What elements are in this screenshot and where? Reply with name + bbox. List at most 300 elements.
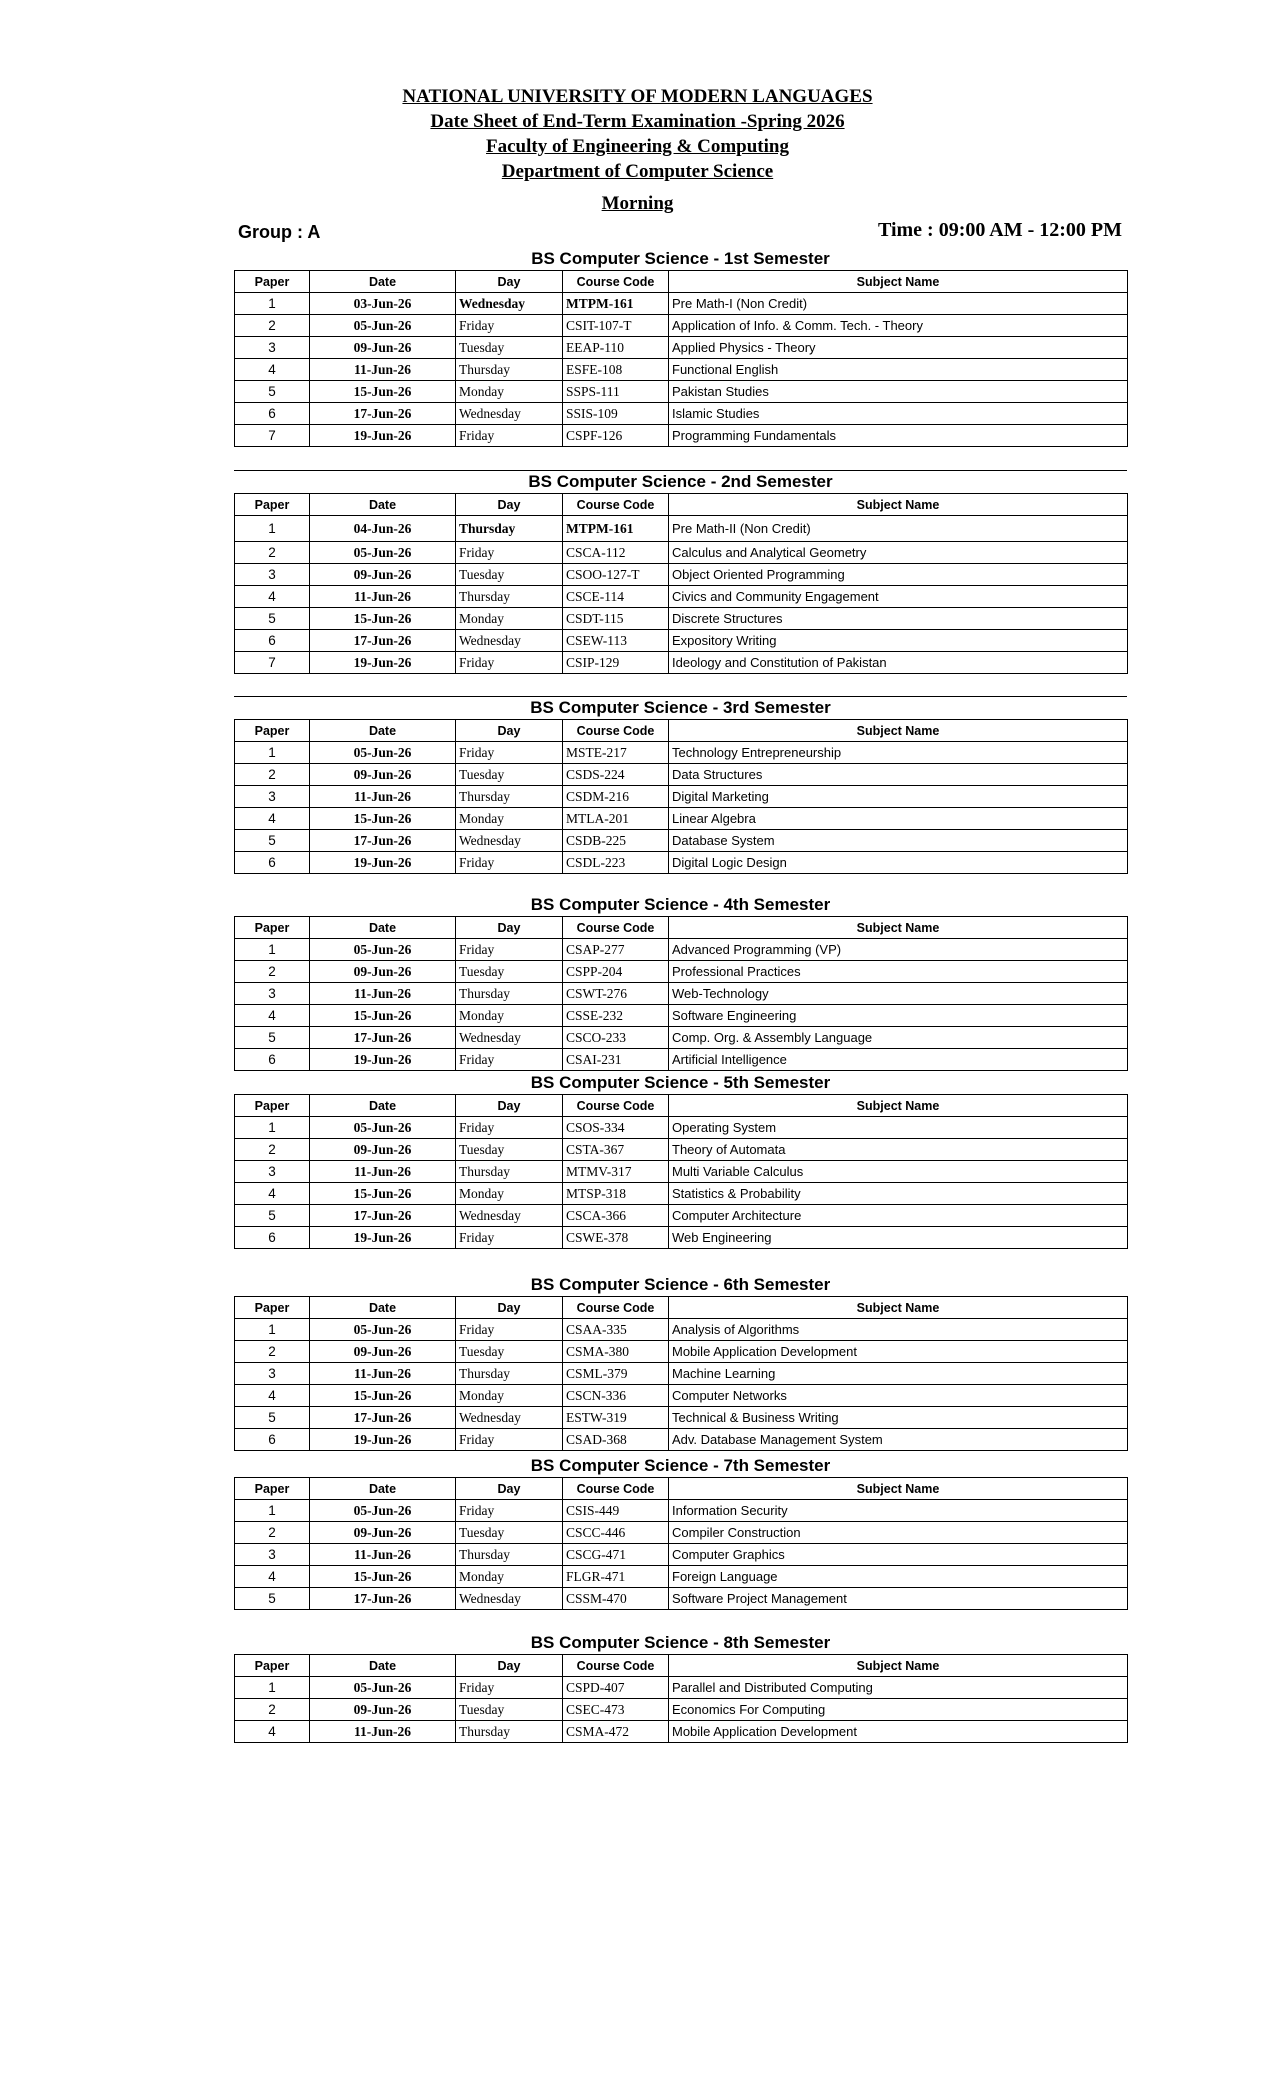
column-header-date: Date bbox=[310, 271, 456, 293]
cell-day: Thursday bbox=[456, 983, 563, 1005]
cell-paper: 2 bbox=[235, 542, 310, 564]
table-row bbox=[235, 764, 1128, 786]
cell-day: Tuesday bbox=[456, 1341, 563, 1363]
cell-code: MTMV-317 bbox=[563, 1161, 669, 1183]
cell-paper: 6 bbox=[235, 1429, 310, 1451]
column-header-date: Date bbox=[310, 1297, 456, 1319]
cell-subject: Data Structures bbox=[669, 764, 1128, 786]
semester-title: BS Computer Science - 1st Semester bbox=[531, 249, 830, 268]
cell-paper: 2 bbox=[235, 1699, 310, 1721]
table-row bbox=[235, 786, 1128, 808]
table-row bbox=[235, 961, 1128, 983]
cell-subject: Analysis of Algorithms bbox=[669, 1319, 1128, 1341]
cell-code: CSCC-446 bbox=[563, 1522, 669, 1544]
table-row bbox=[235, 1205, 1128, 1227]
cell-subject: Ideology and Constitution of Pakistan bbox=[669, 652, 1128, 674]
cell-paper: 3 bbox=[235, 1363, 310, 1385]
column-header-day: Day bbox=[456, 1655, 563, 1677]
column-header-paper: Paper bbox=[235, 1095, 310, 1117]
cell-day: Friday bbox=[456, 1227, 563, 1249]
cell-code: CSPF-126 bbox=[563, 425, 669, 447]
table-row bbox=[235, 586, 1128, 608]
table-row bbox=[235, 1117, 1128, 1139]
cell-date: 05-Jun-26 bbox=[310, 1319, 456, 1341]
semester-title: BS Computer Science - 8th Semester bbox=[530, 1633, 831, 1652]
table-row bbox=[235, 1027, 1128, 1049]
semester-section bbox=[234, 1274, 1127, 1451]
cell-subject: Operating System bbox=[669, 1117, 1128, 1139]
cell-date: 15-Jun-26 bbox=[310, 808, 456, 830]
cell-paper: 5 bbox=[235, 381, 310, 403]
university-name: NATIONAL UNIVERSITY OF MODERN LANGUAGES bbox=[402, 86, 873, 107]
cell-paper: 4 bbox=[235, 359, 310, 381]
semester-section bbox=[234, 248, 1127, 447]
table-row bbox=[235, 1385, 1128, 1407]
table-row bbox=[235, 1588, 1128, 1610]
cell-code: ESTW-319 bbox=[563, 1407, 669, 1429]
cell-date: 15-Jun-26 bbox=[310, 1005, 456, 1027]
cell-paper: 2 bbox=[235, 315, 310, 337]
cell-day: Monday bbox=[456, 1385, 563, 1407]
sheet-title: Date Sheet of End-Term Examination -Spring 2026 bbox=[430, 111, 845, 132]
column-header-subject-name: Subject Name bbox=[669, 1297, 1128, 1319]
cell-subject: Database System bbox=[669, 830, 1128, 852]
column-header-course-code: Course Code bbox=[563, 1655, 669, 1677]
cell-paper: 1 bbox=[235, 1500, 310, 1522]
cell-code: CSDL-223 bbox=[563, 852, 669, 874]
table-header-row bbox=[235, 494, 1128, 516]
cell-subject: Object Oriented Programming bbox=[669, 564, 1128, 586]
table-row bbox=[235, 381, 1128, 403]
column-header-day: Day bbox=[456, 271, 563, 293]
cell-code: MTLA-201 bbox=[563, 808, 669, 830]
cell-paper: 3 bbox=[235, 1161, 310, 1183]
cell-date: 19-Jun-26 bbox=[310, 852, 456, 874]
table-row bbox=[235, 542, 1128, 564]
column-header-subject-name: Subject Name bbox=[669, 494, 1128, 516]
cell-day: Tuesday bbox=[456, 764, 563, 786]
cell-date: 09-Jun-26 bbox=[310, 1341, 456, 1363]
cell-day: Thursday bbox=[456, 586, 563, 608]
table-row bbox=[235, 652, 1128, 674]
cell-paper: 6 bbox=[235, 1227, 310, 1249]
semester-section bbox=[234, 1632, 1127, 1743]
cell-code: CSCO-233 bbox=[563, 1027, 669, 1049]
cell-subject: Computer Architecture bbox=[669, 1205, 1128, 1227]
column-header-date: Date bbox=[310, 917, 456, 939]
exam-schedule-table bbox=[234, 1654, 1128, 1743]
exam-schedule-table bbox=[234, 916, 1128, 1071]
cell-date: 17-Jun-26 bbox=[310, 1027, 456, 1049]
cell-day: Friday bbox=[456, 1429, 563, 1451]
cell-date: 11-Jun-26 bbox=[310, 586, 456, 608]
semester-title: BS Computer Science - 5th Semester bbox=[530, 1073, 831, 1092]
table-row bbox=[235, 1049, 1128, 1071]
column-header-course-code: Course Code bbox=[563, 720, 669, 742]
cell-code: CSAI-231 bbox=[563, 1049, 669, 1071]
table-row bbox=[235, 1363, 1128, 1385]
cell-date: 04-Jun-26 bbox=[310, 516, 456, 542]
cell-day: Tuesday bbox=[456, 564, 563, 586]
table-row bbox=[235, 1699, 1128, 1721]
cell-subject: Statistics & Probability bbox=[669, 1183, 1128, 1205]
cell-paper: 1 bbox=[235, 1677, 310, 1699]
cell-subject: Mobile Application Development bbox=[669, 1341, 1128, 1363]
semester-title: BS Computer Science - 2nd Semester bbox=[234, 470, 1127, 493]
cell-paper: 6 bbox=[235, 403, 310, 425]
cell-day: Wednesday bbox=[456, 1205, 563, 1227]
cell-paper: 3 bbox=[235, 786, 310, 808]
table-row bbox=[235, 1566, 1128, 1588]
cell-code: SSIS-109 bbox=[563, 403, 669, 425]
cell-day: Tuesday bbox=[456, 337, 563, 359]
cell-paper: 4 bbox=[235, 808, 310, 830]
cell-paper: 1 bbox=[235, 516, 310, 542]
cell-day: Thursday bbox=[456, 1721, 563, 1743]
column-header-subject-name: Subject Name bbox=[669, 917, 1128, 939]
cell-paper: 7 bbox=[235, 425, 310, 447]
cell-subject: Technology Entrepreneurship bbox=[669, 742, 1128, 764]
cell-date: 09-Jun-26 bbox=[310, 337, 456, 359]
cell-code: CSEC-473 bbox=[563, 1699, 669, 1721]
cell-paper: 3 bbox=[235, 1544, 310, 1566]
cell-paper: 1 bbox=[235, 293, 310, 315]
table-header-row bbox=[235, 917, 1128, 939]
cell-paper: 5 bbox=[235, 830, 310, 852]
cell-day: Friday bbox=[456, 742, 563, 764]
column-header-course-code: Course Code bbox=[563, 917, 669, 939]
table-header-row bbox=[235, 1297, 1128, 1319]
cell-subject: Economics For Computing bbox=[669, 1699, 1128, 1721]
faculty-name: Faculty of Engineering & Computing bbox=[486, 136, 789, 157]
column-header-paper: Paper bbox=[235, 1297, 310, 1319]
cell-code: CSOO-127-T bbox=[563, 564, 669, 586]
cell-subject: Pre Math-II (Non Credit) bbox=[669, 516, 1128, 542]
cell-subject: Professional Practices bbox=[669, 961, 1128, 983]
cell-date: 11-Jun-26 bbox=[310, 1363, 456, 1385]
cell-paper: 2 bbox=[235, 961, 310, 983]
exam-schedule-table bbox=[234, 1094, 1128, 1249]
cell-day: Friday bbox=[456, 1677, 563, 1699]
column-header-course-code: Course Code bbox=[563, 1095, 669, 1117]
cell-date: 09-Jun-26 bbox=[310, 1522, 456, 1544]
cell-subject: Foreign Language bbox=[669, 1566, 1128, 1588]
cell-date: 09-Jun-26 bbox=[310, 1699, 456, 1721]
cell-day: Wednesday bbox=[456, 1588, 563, 1610]
semester-section bbox=[234, 696, 1127, 874]
cell-code: CSML-379 bbox=[563, 1363, 669, 1385]
column-header-subject-name: Subject Name bbox=[669, 1478, 1128, 1500]
cell-day: Monday bbox=[456, 808, 563, 830]
cell-subject: Computer Graphics bbox=[669, 1544, 1128, 1566]
cell-subject: Advanced Programming (VP) bbox=[669, 939, 1128, 961]
cell-date: 11-Jun-26 bbox=[310, 1721, 456, 1743]
cell-date: 19-Jun-26 bbox=[310, 1429, 456, 1451]
cell-paper: 4 bbox=[235, 1566, 310, 1588]
table-row bbox=[235, 852, 1128, 874]
cell-day: Friday bbox=[456, 1049, 563, 1071]
department-name: Department of Computer Science bbox=[501, 161, 774, 182]
table-row bbox=[235, 1429, 1128, 1451]
column-header-day: Day bbox=[456, 917, 563, 939]
cell-date: 17-Jun-26 bbox=[310, 1588, 456, 1610]
cell-subject: Discrete Structures bbox=[669, 608, 1128, 630]
cell-date: 09-Jun-26 bbox=[310, 961, 456, 983]
cell-code: CSIS-449 bbox=[563, 1500, 669, 1522]
cell-date: 05-Jun-26 bbox=[310, 1500, 456, 1522]
column-header-paper: Paper bbox=[235, 494, 310, 516]
cell-subject: Application of Info. & Comm. Tech. - Theory bbox=[669, 315, 1128, 337]
cell-subject: Multi Variable Calculus bbox=[669, 1161, 1128, 1183]
cell-day: Thursday bbox=[456, 1544, 563, 1566]
cell-day: Friday bbox=[456, 315, 563, 337]
table-row bbox=[235, 315, 1128, 337]
cell-code: CSCN-336 bbox=[563, 1385, 669, 1407]
table-row bbox=[235, 608, 1128, 630]
group-label: Group : A bbox=[238, 222, 321, 242]
semester-section bbox=[234, 894, 1127, 1071]
cell-paper: 4 bbox=[235, 1721, 310, 1743]
cell-date: 19-Jun-26 bbox=[310, 1227, 456, 1249]
cell-code: CSMA-380 bbox=[563, 1341, 669, 1363]
cell-date: 15-Jun-26 bbox=[310, 1183, 456, 1205]
column-header-paper: Paper bbox=[235, 917, 310, 939]
cell-code: CSCA-112 bbox=[563, 542, 669, 564]
cell-paper: 4 bbox=[235, 586, 310, 608]
cell-day: Monday bbox=[456, 381, 563, 403]
cell-day: Thursday bbox=[456, 1363, 563, 1385]
semester-title: BS Computer Science - 7th Semester bbox=[530, 1456, 831, 1475]
cell-subject: Software Project Management bbox=[669, 1588, 1128, 1610]
cell-subject: Software Engineering bbox=[669, 1005, 1128, 1027]
column-header-paper: Paper bbox=[235, 1478, 310, 1500]
cell-date: 17-Jun-26 bbox=[310, 403, 456, 425]
cell-date: 15-Jun-26 bbox=[310, 608, 456, 630]
table-row bbox=[235, 939, 1128, 961]
cell-code: MTSP-318 bbox=[563, 1183, 669, 1205]
cell-date: 11-Jun-26 bbox=[310, 359, 456, 381]
cell-subject: Web-Technology bbox=[669, 983, 1128, 1005]
table-header-row bbox=[235, 271, 1128, 293]
cell-subject: Compiler Construction bbox=[669, 1522, 1128, 1544]
cell-code: CSAD-368 bbox=[563, 1429, 669, 1451]
cell-day: Friday bbox=[456, 1117, 563, 1139]
cell-date: 11-Jun-26 bbox=[310, 1161, 456, 1183]
cell-code: CSAA-335 bbox=[563, 1319, 669, 1341]
cell-code: CSPP-204 bbox=[563, 961, 669, 983]
cell-subject: Adv. Database Management System bbox=[669, 1429, 1128, 1451]
cell-day: Tuesday bbox=[456, 1139, 563, 1161]
cell-date: 17-Jun-26 bbox=[310, 630, 456, 652]
column-header-course-code: Course Code bbox=[563, 271, 669, 293]
column-header-subject-name: Subject Name bbox=[669, 1655, 1128, 1677]
cell-date: 11-Jun-26 bbox=[310, 786, 456, 808]
table-row bbox=[235, 1341, 1128, 1363]
cell-subject: Machine Learning bbox=[669, 1363, 1128, 1385]
cell-date: 15-Jun-26 bbox=[310, 1566, 456, 1588]
cell-subject: Linear Algebra bbox=[669, 808, 1128, 830]
cell-paper: 6 bbox=[235, 852, 310, 874]
exam-schedule-table bbox=[234, 1477, 1128, 1610]
cell-date: 15-Jun-26 bbox=[310, 381, 456, 403]
cell-paper: 5 bbox=[235, 1027, 310, 1049]
cell-code: FLGR-471 bbox=[563, 1566, 669, 1588]
table-row bbox=[235, 1677, 1128, 1699]
cell-subject: Computer Networks bbox=[669, 1385, 1128, 1407]
cell-code: CSEW-113 bbox=[563, 630, 669, 652]
column-header-date: Date bbox=[310, 1478, 456, 1500]
cell-date: 05-Jun-26 bbox=[310, 939, 456, 961]
cell-paper: 7 bbox=[235, 652, 310, 674]
cell-date: 05-Jun-26 bbox=[310, 542, 456, 564]
cell-code: CSCE-114 bbox=[563, 586, 669, 608]
cell-code: CSDM-216 bbox=[563, 786, 669, 808]
shift-label: Morning bbox=[601, 193, 674, 214]
table-header-row bbox=[235, 1655, 1128, 1677]
table-header-row bbox=[235, 1095, 1128, 1117]
cell-day: Wednesday bbox=[456, 403, 563, 425]
table-row bbox=[235, 337, 1128, 359]
time-label: Time : 09:00 AM - 12:00 PM bbox=[877, 219, 1122, 241]
cell-code: CSOS-334 bbox=[563, 1117, 669, 1139]
column-header-course-code: Course Code bbox=[563, 494, 669, 516]
cell-code: EEAP-110 bbox=[563, 337, 669, 359]
cell-code: MTPM-161 bbox=[563, 516, 669, 542]
cell-paper: 3 bbox=[235, 983, 310, 1005]
cell-subject: Civics and Community Engagement bbox=[669, 586, 1128, 608]
cell-paper: 2 bbox=[235, 1139, 310, 1161]
cell-subject: Digital Logic Design bbox=[669, 852, 1128, 874]
cell-code: ESFE-108 bbox=[563, 359, 669, 381]
table-row bbox=[235, 359, 1128, 381]
column-header-course-code: Course Code bbox=[563, 1478, 669, 1500]
column-header-date: Date bbox=[310, 720, 456, 742]
cell-day: Tuesday bbox=[456, 961, 563, 983]
column-header-paper: Paper bbox=[235, 1655, 310, 1677]
column-header-day: Day bbox=[456, 1095, 563, 1117]
cell-day: Thursday bbox=[456, 1161, 563, 1183]
cell-date: 19-Jun-26 bbox=[310, 1049, 456, 1071]
column-header-date: Date bbox=[310, 494, 456, 516]
cell-paper: 4 bbox=[235, 1183, 310, 1205]
cell-subject: Artificial Intelligence bbox=[669, 1049, 1128, 1071]
cell-subject: Technical & Business Writing bbox=[669, 1407, 1128, 1429]
cell-subject: Web Engineering bbox=[669, 1227, 1128, 1249]
table-row bbox=[235, 403, 1128, 425]
exam-schedule-table bbox=[234, 719, 1128, 874]
cell-code: CSAP-277 bbox=[563, 939, 669, 961]
table-row bbox=[235, 1544, 1128, 1566]
table-row bbox=[235, 293, 1128, 315]
cell-paper: 1 bbox=[235, 1319, 310, 1341]
cell-subject: Digital Marketing bbox=[669, 786, 1128, 808]
cell-subject: Programming Fundamentals bbox=[669, 425, 1128, 447]
table-row bbox=[235, 983, 1128, 1005]
cell-day: Wednesday bbox=[456, 1407, 563, 1429]
cell-subject: Pre Math-I (Non Credit) bbox=[669, 293, 1128, 315]
cell-code: CSWT-276 bbox=[563, 983, 669, 1005]
column-header-paper: Paper bbox=[235, 720, 310, 742]
cell-paper: 2 bbox=[235, 1522, 310, 1544]
semester-section bbox=[234, 470, 1127, 674]
cell-day: Thursday bbox=[456, 359, 563, 381]
table-row bbox=[235, 516, 1128, 542]
cell-paper: 2 bbox=[235, 764, 310, 786]
table-row bbox=[235, 564, 1128, 586]
cell-paper: 4 bbox=[235, 1385, 310, 1407]
cell-date: 19-Jun-26 bbox=[310, 425, 456, 447]
table-row bbox=[235, 1161, 1128, 1183]
table-row bbox=[235, 1183, 1128, 1205]
cell-paper: 3 bbox=[235, 564, 310, 586]
semester-section bbox=[234, 1072, 1127, 1249]
cell-subject: Islamic Studies bbox=[669, 403, 1128, 425]
cell-day: Friday bbox=[456, 1319, 563, 1341]
cell-day: Friday bbox=[456, 852, 563, 874]
cell-day: Monday bbox=[456, 1005, 563, 1027]
cell-subject: Expository Writing bbox=[669, 630, 1128, 652]
cell-code: CSDS-224 bbox=[563, 764, 669, 786]
cell-code: CSCA-366 bbox=[563, 1205, 669, 1227]
cell-subject: Information Security bbox=[669, 1500, 1128, 1522]
cell-date: 19-Jun-26 bbox=[310, 652, 456, 674]
document-header bbox=[0, 84, 1275, 216]
cell-date: 11-Jun-26 bbox=[310, 1544, 456, 1566]
cell-paper: 5 bbox=[235, 1205, 310, 1227]
cell-paper: 1 bbox=[235, 742, 310, 764]
cell-day: Tuesday bbox=[456, 1522, 563, 1544]
cell-paper: 6 bbox=[235, 1049, 310, 1071]
cell-date: 09-Jun-26 bbox=[310, 1139, 456, 1161]
cell-code: CSCG-471 bbox=[563, 1544, 669, 1566]
table-header-row bbox=[235, 720, 1128, 742]
cell-day: Wednesday bbox=[456, 630, 563, 652]
table-row bbox=[235, 1522, 1128, 1544]
cell-code: CSPD-407 bbox=[563, 1677, 669, 1699]
table-row bbox=[235, 742, 1128, 764]
cell-paper: 3 bbox=[235, 337, 310, 359]
table-row bbox=[235, 1721, 1128, 1743]
cell-date: 09-Jun-26 bbox=[310, 564, 456, 586]
cell-subject: Applied Physics - Theory bbox=[669, 337, 1128, 359]
table-row bbox=[235, 1139, 1128, 1161]
cell-day: Wednesday bbox=[456, 830, 563, 852]
column-header-day: Day bbox=[456, 494, 563, 516]
cell-day: Wednesday bbox=[456, 1027, 563, 1049]
cell-code: MTPM-161 bbox=[563, 293, 669, 315]
cell-date: 17-Jun-26 bbox=[310, 1205, 456, 1227]
table-row bbox=[235, 1407, 1128, 1429]
table-header-row bbox=[235, 1478, 1128, 1500]
column-header-course-code: Course Code bbox=[563, 1297, 669, 1319]
cell-paper: 5 bbox=[235, 608, 310, 630]
cell-day: Thursday bbox=[456, 516, 563, 542]
column-header-day: Day bbox=[456, 1297, 563, 1319]
cell-day: Thursday bbox=[456, 786, 563, 808]
cell-subject: Calculus and Analytical Geometry bbox=[669, 542, 1128, 564]
exam-schedule-table bbox=[234, 1296, 1128, 1451]
cell-paper: 6 bbox=[235, 630, 310, 652]
table-row bbox=[235, 1500, 1128, 1522]
cell-code: CSIT-107-T bbox=[563, 315, 669, 337]
column-header-date: Date bbox=[310, 1655, 456, 1677]
cell-subject: Comp. Org. & Assembly Language bbox=[669, 1027, 1128, 1049]
exam-schedule-table bbox=[234, 493, 1128, 674]
cell-day: Friday bbox=[456, 939, 563, 961]
cell-code: CSMA-472 bbox=[563, 1721, 669, 1743]
cell-subject: Mobile Application Development bbox=[669, 1721, 1128, 1743]
table-row bbox=[235, 830, 1128, 852]
